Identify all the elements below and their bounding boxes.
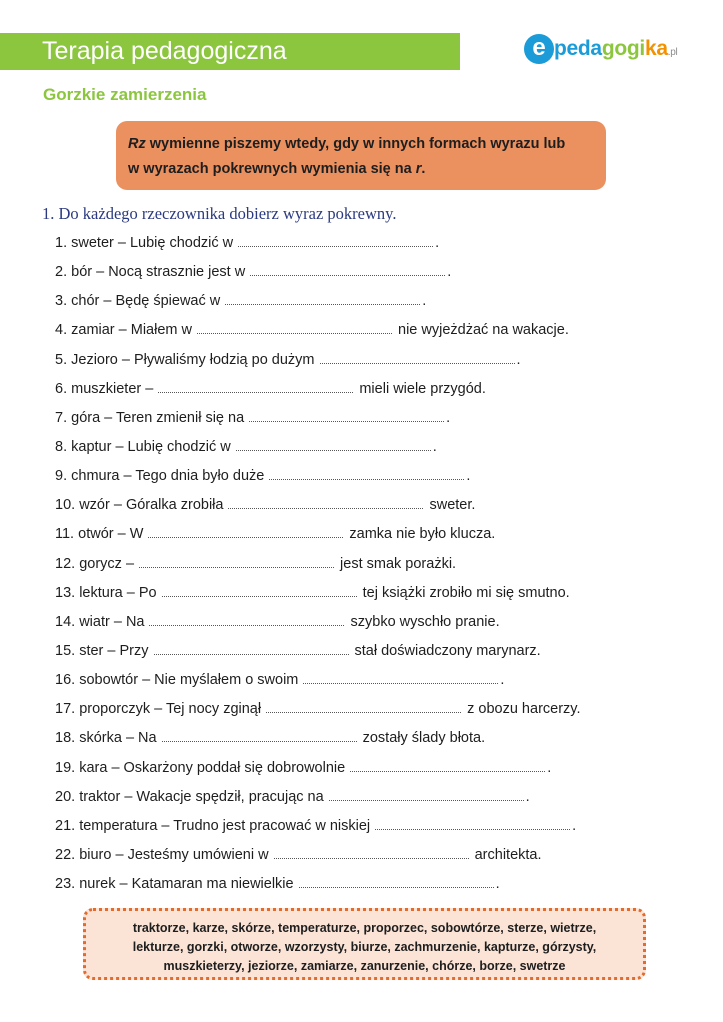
exercise-item <box>55 873 581 902</box>
answer-blank[interactable] <box>250 274 445 276</box>
answer-blank[interactable] <box>162 740 357 742</box>
answer-blank[interactable] <box>236 449 431 451</box>
item-text: biuro – Jesteśmy umówieni w <box>79 846 269 863</box>
answer-blank[interactable] <box>148 536 343 538</box>
item-ending: . <box>432 438 437 455</box>
exercise-list <box>55 232 581 902</box>
item-number: 16. <box>55 672 76 689</box>
item-ending: . <box>435 235 440 251</box>
exercise-item <box>55 407 581 436</box>
item-text: skórka – Na <box>79 730 157 747</box>
item-number: 8. <box>55 438 68 455</box>
item-ending: . <box>447 264 452 281</box>
answer-blank[interactable] <box>139 566 334 568</box>
item-text: nurek – Katamaran ma niewielkie <box>79 876 294 893</box>
answer-blank[interactable] <box>375 828 570 830</box>
exercise-item <box>55 786 581 815</box>
item-number: 6. <box>55 380 68 397</box>
item-number: 2. <box>55 264 68 281</box>
item-number: 7. <box>55 409 68 426</box>
answer-blank[interactable] <box>154 653 349 655</box>
exercise-item <box>55 844 581 873</box>
item-number: 10. <box>55 497 76 514</box>
item-text: góra – Teren zmienił się na <box>71 409 245 426</box>
item-text: chmura – Tego dnia było duże <box>71 468 265 485</box>
item-text: kaptur – Lubię chodzić w <box>71 438 231 455</box>
section-subtitle: Gorzkie zamierzenia <box>43 85 207 104</box>
item-text: kara – Oskarżony poddał się dobrowolnie <box>79 759 346 776</box>
answer-blank[interactable] <box>320 362 515 364</box>
item-number: 23. <box>55 876 76 893</box>
exercise-item <box>55 465 581 494</box>
item-number: 20. <box>55 788 76 805</box>
exercise-item <box>55 319 581 348</box>
exercise-item <box>55 290 581 319</box>
item-text: lektura – Po <box>79 584 157 601</box>
exercise-item <box>55 436 581 465</box>
exercise-item <box>55 611 581 640</box>
item-number: 3. <box>55 293 68 310</box>
item-ending: architekta. <box>470 846 542 863</box>
item-ending: . <box>495 876 500 893</box>
item-ending: . <box>466 468 471 485</box>
answer-blank[interactable] <box>266 711 461 713</box>
exercise-item <box>55 669 581 698</box>
exercise-item <box>55 727 581 756</box>
rule-line-2 <box>128 157 596 182</box>
rule-line-1-text: wymienne piszemy wtedy, gdy w innych formach wyrazu lub <box>145 136 566 152</box>
word-bank-line: lekturze, gorzki, otworze, wzorzysty, biurze, zachmurzenie, kapturze, górzysty, <box>132 940 597 954</box>
item-ending: tej książki zrobiło mi się smutno. <box>358 584 570 601</box>
item-number: 15. <box>55 642 76 659</box>
item-text: gorycz – <box>79 555 135 572</box>
item-ending: . <box>500 672 505 689</box>
rule-line-1 <box>128 132 596 157</box>
item-ending: zamka nie było klucza. <box>345 526 496 543</box>
task-instruction: 1. Do każdego rzeczownika dobierz wyraz pokrewny. <box>42 204 397 223</box>
item-number: 13. <box>55 584 76 601</box>
logo-tld: .pl <box>667 47 678 58</box>
item-text: bór – Nocą strasznie jest w <box>71 264 246 281</box>
exercise-item <box>55 261 581 290</box>
word-bank-line: muszkieterzy, jeziorze, zamiarze, zanurzenie, chórze, borze, swetrze <box>163 959 566 973</box>
item-number: 1. <box>55 235 68 251</box>
answer-blank[interactable] <box>149 624 344 626</box>
answer-blank[interactable] <box>197 332 392 334</box>
answer-blank[interactable] <box>225 303 420 305</box>
epedagogika-logo[interactable] <box>524 32 684 68</box>
answer-blank[interactable] <box>249 420 444 422</box>
item-text: chór – Będę śpiewać w <box>71 293 221 310</box>
item-text: sobowtór – Nie myślałem o swoim <box>79 672 299 689</box>
exercise-item <box>55 757 581 786</box>
answer-blank[interactable] <box>228 507 423 509</box>
item-number: 5. <box>55 351 68 368</box>
item-text: wiatr – Na <box>79 613 145 630</box>
item-number: 14. <box>55 613 76 630</box>
item-ending: nie wyjeżdżać na wakacje. <box>393 322 569 339</box>
rule-italic-rz: Rz <box>128 136 146 152</box>
item-ending: szybko wyschło pranie. <box>346 613 500 630</box>
item-number: 11. <box>55 526 75 543</box>
logo-part-3: ka <box>644 37 668 60</box>
item-text: sweter – Lubię chodzić w <box>71 235 234 251</box>
rule-box <box>116 121 606 190</box>
item-number: 4. <box>55 322 68 339</box>
answer-blank[interactable] <box>238 245 433 247</box>
exercise-item <box>55 523 581 552</box>
answer-blank[interactable] <box>303 682 498 684</box>
exercise-item <box>55 640 581 669</box>
item-number: 12. <box>55 555 76 572</box>
page-title: Terapia pedagogiczna <box>42 37 287 65</box>
logo-e-icon: e <box>524 34 554 64</box>
item-number: 22. <box>55 846 76 863</box>
answer-blank[interactable] <box>162 595 357 597</box>
item-ending: . <box>516 351 521 368</box>
logo-part-2: gogi <box>601 37 645 60</box>
answer-blank[interactable] <box>158 391 353 393</box>
exercise-item <box>55 698 581 727</box>
item-number: 18. <box>55 730 76 747</box>
exercise-item <box>55 378 581 407</box>
item-number: 17. <box>55 701 76 718</box>
item-ending: sweter. <box>425 497 476 514</box>
item-ending: . <box>422 293 427 310</box>
item-text: otwór – W <box>78 526 144 543</box>
item-ending: zostały ślady błota. <box>358 730 486 747</box>
item-number: 9. <box>55 468 68 485</box>
word-bank <box>83 908 646 980</box>
item-number: 21. <box>55 817 76 834</box>
rule-line-2-text: w wyrazach pokrewnych wymienia się na <box>128 161 416 177</box>
item-text: wzór – Góralka zrobiła <box>79 497 224 514</box>
item-text: proporczyk – Tej nocy zginął <box>79 701 262 718</box>
item-ending: . <box>547 759 552 776</box>
item-ending: mieli wiele przygód. <box>355 380 486 397</box>
exercise-item <box>55 553 581 582</box>
answer-blank[interactable] <box>274 857 469 859</box>
item-ending: . <box>446 409 451 426</box>
exercise-item <box>55 349 581 378</box>
rule-line-2-end: . <box>421 161 426 177</box>
item-ending: stał doświadczony marynarz. <box>350 642 541 659</box>
exercise-item <box>55 232 581 261</box>
item-text: muszkieter – <box>71 380 154 397</box>
logo-wordmark <box>554 35 677 67</box>
exercise-item <box>55 815 581 844</box>
item-text: zamiar – Miałem w <box>71 322 192 339</box>
item-text: ster – Przy <box>79 642 149 659</box>
answer-blank[interactable] <box>329 799 524 801</box>
logo-part-1: peda <box>554 37 602 60</box>
rule-italic-r: r <box>415 161 422 177</box>
item-text: traktor – Wakacje spędził, pracując na <box>79 788 324 805</box>
answer-blank[interactable] <box>299 886 494 888</box>
answer-blank[interactable] <box>350 770 545 772</box>
answer-blank[interactable] <box>269 478 464 480</box>
word-bank-line: traktorze, karze, skórze, temperaturze, proporzec, sobowtórze, sterze, wietrze, <box>132 921 597 935</box>
item-ending: . <box>572 817 577 834</box>
exercise-item <box>55 582 581 611</box>
item-ending: jest smak porażki. <box>336 555 457 572</box>
header-bar <box>0 33 460 70</box>
item-text: temperatura – Trudno jest pracować w niskiej <box>79 817 371 834</box>
item-number: 19. <box>55 759 76 776</box>
exercise-item <box>55 494 581 523</box>
item-text: Jezioro – Pływaliśmy łodzią po dużym <box>71 351 315 368</box>
item-ending: z obozu harcerzy. <box>463 701 581 718</box>
item-ending: . <box>525 788 530 805</box>
